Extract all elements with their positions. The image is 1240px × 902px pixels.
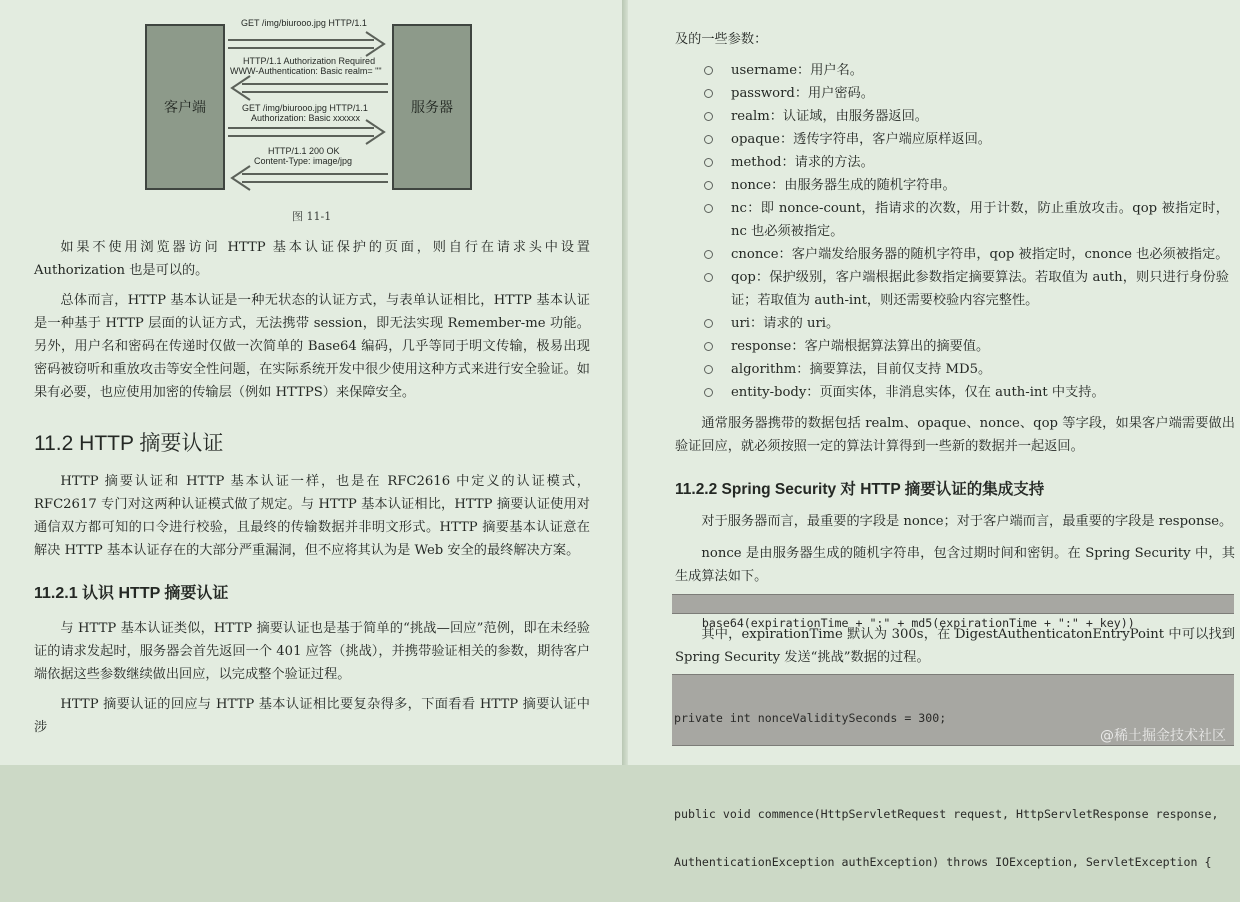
- fig-msg-2a: HTTP/1.1 Authorization Required: [243, 56, 376, 66]
- fig-msg-4b: Content-Type: image/jpg: [254, 156, 353, 166]
- fig-msg-2b: WWW-Authentication: Basic realm= "": [230, 66, 382, 76]
- code-line: AuthenticationException authException) throws IOException, ServletException {: [674, 855, 1212, 869]
- section-title-11-2: 11.2 HTTP 摘要认证: [34, 432, 224, 455]
- client-box: [145, 24, 225, 190]
- fig-msg-3a: GET /img/biurooo.jpg HTTP/1.1: [242, 103, 368, 113]
- circle-bullet-icon: [704, 112, 713, 121]
- circle-bullet-icon: [704, 319, 713, 328]
- circle-bullet-icon: [704, 181, 713, 190]
- paragraph-digest-intro: HTTP 摘要认证和 HTTP 基本认证一样，也是在 RFC2616 中定义的认证模式，RFC2617 专门对这两种认证模式做了规定。与 HTTP 基本认证相比，HTTP 摘要认证使用对通信双方都可知的口令进行校验，且最终的传输数据并非明文形式。HTTP 摘要基本认证意在解决 HTTP 基本认证存在的大部分严重漏洞，但不应将其认为是 Web 安全的最终解决方案。: [34, 474, 590, 558]
- code-line: private int nonceValiditySeconds = 300;: [674, 711, 947, 725]
- list-item: realm：认证域，由服务器返回。: [675, 105, 1235, 128]
- fig-msg-4a: HTTP/1.1 200 OK: [268, 146, 340, 156]
- fig-msg-3b: Authorization: Basic xxxxxx: [251, 113, 361, 123]
- circle-bullet-icon: [704, 66, 713, 75]
- list-item: nc：即 nonce-count，指请求的次数，用于计数，防止重放攻击。qop 被指定时，nc 也必须被指定。: [675, 197, 1235, 243]
- code-line: [674, 758, 1234, 774]
- fig-msg-1: GET /img/biurooo.jpg HTTP/1.1: [241, 18, 367, 28]
- list-item: password：用户密码。: [675, 82, 1235, 105]
- param-list: [675, 59, 1235, 404]
- server-box: [392, 24, 472, 190]
- list-item: response：客户端根据算法算出的摘要值。: [675, 335, 1235, 358]
- paragraph-digest-params-intro: HTTP 摘要认证的回应与 HTTP 基本认证相比要复杂得多，下面看看 HTTP 摘要认证中涉: [34, 697, 590, 735]
- paragraph-basic-summary: 总体而言，HTTP 基本认证是一种无状态的认证方式，与表单认证相比，HTTP 基本认证是一种基于 HTTP 层面的认证方式，无法携带 session，即无法实现 Remember-me 功能。另外，用户名和密码在传递时仅做一次简单的 Base64 编码，几乎等同于明文传输，极易出现密码被窃听和重放攻击等安全性问题，在实际系统开发中很少使用这种方式来进行安全验证。如果有必要，也应使用加密的传输层（例如 HTTPS）来保障安全。: [34, 293, 590, 400]
- circle-bullet-icon: [704, 365, 713, 374]
- circle-bullet-icon: [704, 342, 713, 351]
- section-title-11-2-2: 11.2.2 Spring Security 对 HTTP 摘要认证的集成支持: [675, 481, 1045, 498]
- paragraph-server-fields: 通常服务器携带的数据包括 realm、opaque、nonce、qop 等字段，如果客户端需要做出验证回应，就必须按照一定的算法计算得到一些新的数据并一起返回。: [675, 416, 1235, 454]
- list-item: nonce：由服务器生成的随机字符串。: [675, 174, 1235, 197]
- section-title-11-2-1: 11.2.1 认识 HTTP 摘要认证: [34, 585, 229, 602]
- list-item: uri：请求的 uri。: [675, 312, 1235, 335]
- code-block-nonce: [672, 594, 1234, 630]
- server-label: 服务器: [411, 100, 453, 116]
- arrow-challenge: [232, 76, 388, 100]
- list-item: qop：保护级别，客户端根据此参数指定摘要算法。若取值为 auth，则只进行身份验证；若取值为 auth-int，则还需要校验内容完整性。: [675, 266, 1235, 312]
- paragraph-expiration-time: 其中，expirationTime 默认为 300s，在 DigestAuthenticatonEntryPoint 中可以找到 Spring Security 发送“挑战”数据的过程。: [675, 627, 1235, 665]
- paragraph-params-continued: 及的一些参数：: [675, 32, 768, 47]
- figure-caption: 图 11-1: [292, 210, 332, 223]
- list-item: username：用户名。: [675, 59, 1235, 82]
- paragraph-nonce-generation: nonce 是由服务器生成的随机字符串，包含过期时间和密钥。在 Spring Security 中，其生成算法如下。: [675, 546, 1235, 584]
- circle-bullet-icon: [704, 273, 713, 282]
- circle-bullet-icon: [704, 204, 713, 213]
- list-item: method：请求的方法。: [675, 151, 1235, 174]
- paragraph-important-fields: 对于服务器而言，最重要的字段是 nonce；对于客户端而言，最重要的字段是 response。: [701, 514, 1233, 529]
- list-item: entity-body：页面实体，非消息实体，仅在 auth-int 中支持。: [675, 381, 1235, 404]
- circle-bullet-icon: [704, 250, 713, 259]
- arrow-request-1: [228, 32, 384, 56]
- client-label: 客户端: [164, 100, 206, 116]
- code-line: base64(expirationTime + ":" + md5(expirationTime + ":" + key)): [701, 616, 1135, 630]
- paragraph-challenge-response: 与 HTTP 基本认证类似，HTTP 摘要认证也是基于简单的“挑战—回应”范例，即在未经验证的请求发起时，服务器会首先返回一个 401 应答（挑战），并携带验证相关的参数，期待客户端依据这些参数继续做出回应，以完成整个验证过程。: [34, 621, 590, 682]
- circle-bullet-icon: [704, 135, 713, 144]
- list-item: algorithm：摘要算法，目前仅支持 MD5。: [675, 358, 1235, 381]
- right-page: [628, 0, 1240, 869]
- watermark: @稀土掘金技术社区: [1100, 728, 1226, 744]
- paragraph-authorization-header: 如果不使用浏览器访问 HTTP 基本认证保护的页面，则自行在请求头中设置 Authorization 也是可以的。: [34, 240, 590, 278]
- list-item: cnonce：客户端发给服务器的随机字符串，qop 被指定时，cnonce 也必须被指定。: [675, 243, 1235, 266]
- circle-bullet-icon: [704, 89, 713, 98]
- circle-bullet-icon: [704, 158, 713, 167]
- arrow-response: [232, 166, 388, 190]
- circle-bullet-icon: [704, 388, 713, 397]
- code-line: public void commence(HttpServletRequest request, HttpServletResponse response,: [674, 807, 1219, 821]
- list-item: opaque：透传字符串，客户端应原样返回。: [675, 128, 1235, 151]
- left-page: [0, 0, 622, 765]
